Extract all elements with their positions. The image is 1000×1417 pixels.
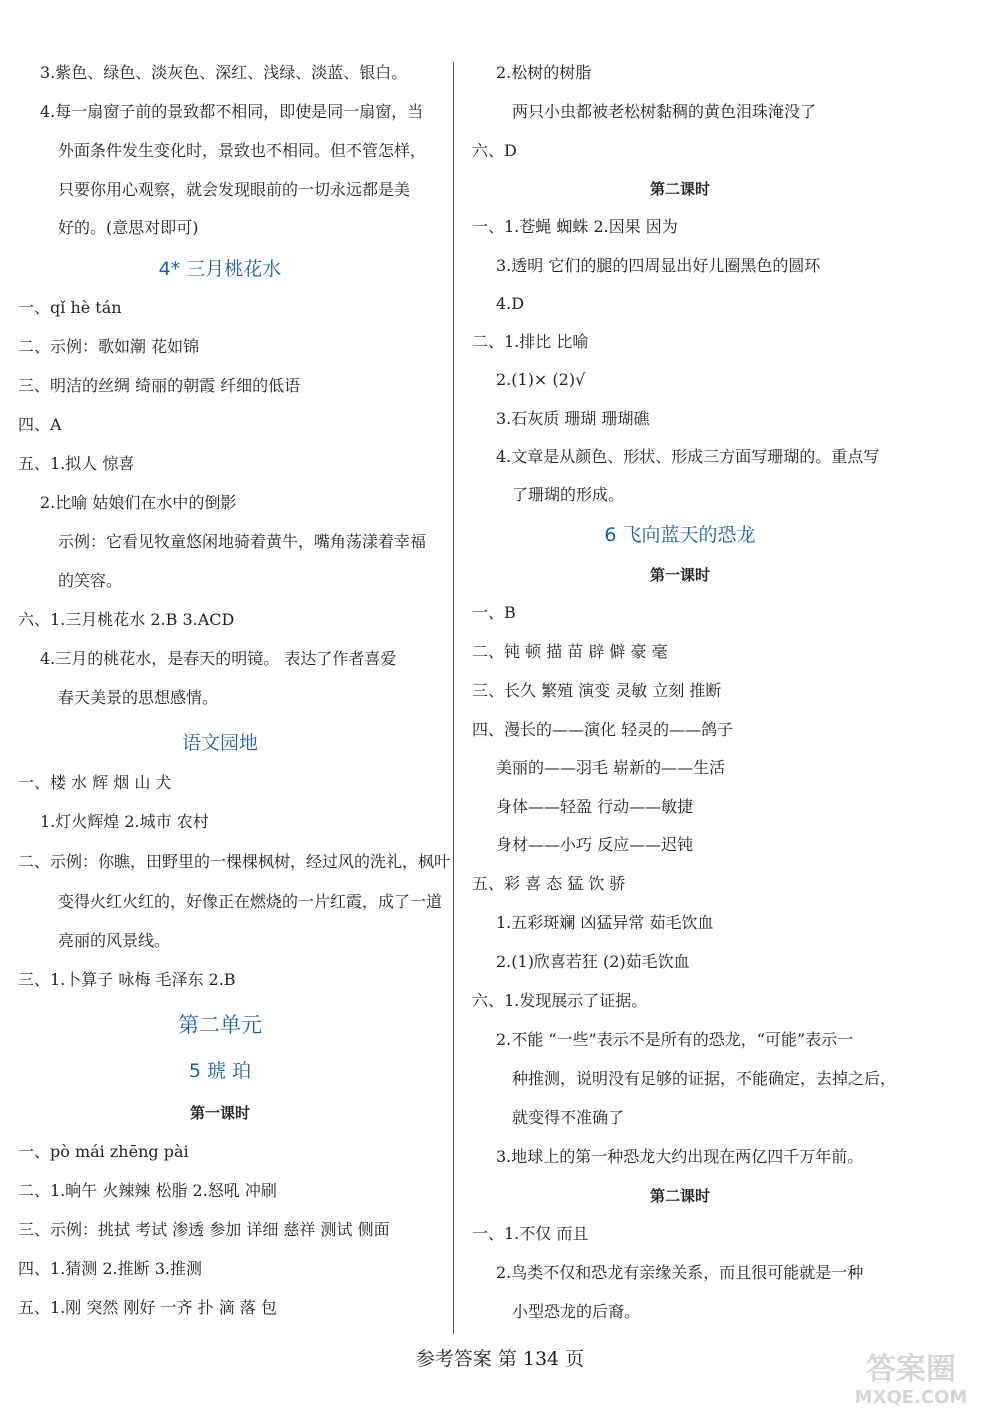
answer-line: 春天美景的思想感情。 bbox=[58, 688, 219, 707]
answer-line: 2.比喻 姑娘们在水中的倒影 bbox=[40, 493, 237, 512]
answer-line: 一、1.苍蝇 蜘蛛 2.因果 因为 bbox=[472, 217, 678, 236]
answer-line: 3.石灰质 珊瑚 珊瑚礁 bbox=[496, 409, 650, 428]
answer-line: 一、B bbox=[472, 603, 516, 622]
answer-line: 身体——轻盈 行动——敏捷 bbox=[496, 797, 694, 816]
lesson-heading: 4* 三月桃花水 bbox=[158, 258, 282, 280]
period-subheading: 第一课时 bbox=[189, 1104, 250, 1122]
period-subheading: 第一课时 bbox=[649, 566, 710, 584]
answer-line: 4.每一扇窗子前的景致都不相同，即使是同一扇窗，当 bbox=[40, 102, 424, 121]
answer-line: 3.紫色、绿色、淡灰色、深红、浅绿、淡蓝、银白。 bbox=[40, 63, 408, 82]
answer-line: 四、A bbox=[18, 415, 62, 434]
answer-line: 三、明洁的丝绸 绮丽的朝霞 纤细的低语 bbox=[18, 376, 301, 395]
answer-line: 六、1.发现展示了证据。 bbox=[472, 991, 648, 1010]
watermark-domain: MXQE.COM bbox=[854, 1387, 968, 1408]
answer-line: 三、示例：挑拭 考试 渗透 参加 详细 慈祥 测试 侧面 bbox=[18, 1220, 390, 1239]
answer-line: 1.五彩斑斓 凶猛异常 茹毛饮血 bbox=[496, 913, 714, 932]
answer-line: 二、示例：你瞧，田野里的一棵棵枫树，经过风的洗礼，枫叶 bbox=[18, 852, 451, 871]
answer-line: 4.D bbox=[496, 294, 525, 313]
answer-line: 了珊瑚的形成。 bbox=[512, 485, 625, 504]
answer-line: 2.(1)× (2)√ bbox=[496, 370, 586, 389]
answer-line: 四、1.猜测 2.推断 3.推测 bbox=[18, 1259, 202, 1278]
answer-line: 六、1.三月桃花水 2.B 3.ACD bbox=[18, 610, 235, 629]
answer-line: 一、楼 水 辉 烟 山 犬 bbox=[18, 773, 172, 792]
lesson-heading: 5 琥 珀 bbox=[188, 1060, 252, 1082]
answer-line: 只要你用心观察，就会发现眼前的一切永远都是美 bbox=[58, 180, 411, 199]
answer-line: 小型恐龙的后裔。 bbox=[512, 1302, 641, 1321]
answer-line: 身材——小巧 反应——迟钝 bbox=[496, 835, 694, 854]
answer-line: 外面条件发生变化时，景致也不相同。但不管怎样， bbox=[58, 141, 427, 160]
answer-line: 好的。(意思对即可) bbox=[58, 218, 199, 237]
answer-line: 的笑容。 bbox=[58, 571, 123, 590]
answer-line: 2.松树的树脂 bbox=[496, 63, 592, 82]
answer-line: 五、彩 喜 态 猛 饮 骄 bbox=[472, 874, 626, 893]
section-heading: 语文园地 bbox=[181, 732, 258, 754]
answer-line: 3.地球上的第一种恐龙大约出现在两亿四千万年前。 bbox=[496, 1147, 864, 1166]
period-subheading: 第二课时 bbox=[649, 180, 710, 198]
site-watermark-logo bbox=[836, 1345, 986, 1409]
answer-line: 美丽的——羽毛 崭新的——生活 bbox=[496, 758, 726, 777]
answer-line: 二、1.排比 比喻 bbox=[472, 332, 589, 351]
answer-line: 一、qǐ hè tán bbox=[18, 298, 122, 317]
answer-line: 五、1.刚 突然 刚好 一齐 扑 滴 落 包 bbox=[18, 1298, 277, 1317]
answer-line: 2.鸟类不仅和恐龙有亲缘关系，而且很可能就是一种 bbox=[496, 1263, 864, 1282]
column-divider bbox=[453, 62, 454, 1334]
answer-line: 就变得不准确了 bbox=[512, 1108, 625, 1127]
answer-line: 2.不能 “一些”表示不是所有的恐龙，“可能”表示一 bbox=[496, 1030, 854, 1049]
lesson-heading: 6 飞向蓝天的恐龙 bbox=[604, 524, 756, 546]
answer-line: 六、D bbox=[472, 141, 517, 160]
answer-line: 4.三月的桃花水，是春天的明镜。 表达了作者喜爱 bbox=[40, 649, 397, 668]
answer-line: 三、长久 繁殖 演变 灵敏 立刻 推断 bbox=[472, 681, 722, 700]
answer-line: 种推测，说明没有足够的证据，不能确定，去掉之后， bbox=[512, 1069, 897, 1088]
answer-line: 4.文章是从颜色、形状、形成三方面写珊瑚的。重点写 bbox=[496, 447, 880, 466]
answer-line: 亮丽的风景线。 bbox=[58, 931, 171, 950]
unit-heading: 第二单元 bbox=[178, 1013, 262, 1037]
watermark-title: 答案圈 bbox=[866, 1352, 956, 1387]
answer-line: 一、pò mái zhēng pài bbox=[18, 1142, 189, 1161]
answer-line: 2.(1)欣喜若狂 (2)茹毛饮血 bbox=[496, 952, 690, 971]
page-footer: 参考答案 第 134 页 bbox=[415, 1348, 585, 1370]
answer-line: 二、示例：歌如潮 花如锦 bbox=[18, 337, 200, 356]
answer-line: 三、1.卜算子 咏梅 毛泽东 2.B bbox=[18, 970, 236, 989]
answer-line: 二、钝 顿 描 苗 辟 僻 豪 毫 bbox=[472, 642, 668, 661]
answer-line: 二、1.晌午 火辣辣 松脂 2.怒吼 冲刷 bbox=[18, 1181, 277, 1200]
answer-line: 一、1.不仅 而且 bbox=[472, 1224, 589, 1243]
answer-line: 四、漫长的——演化 轻灵的——鸽子 bbox=[472, 720, 734, 739]
answer-line: 两只小虫都被老松树黏稠的黄色泪珠淹没了 bbox=[512, 102, 817, 121]
answer-line: 示例：它看见牧童悠闲地骑着黄牛，嘴角荡漾着幸福 bbox=[58, 532, 427, 551]
answer-line: 五、1.拟人 惊喜 bbox=[18, 454, 135, 473]
period-subheading: 第二课时 bbox=[649, 1187, 710, 1205]
answer-line: 1.灯火辉煌 2.城市 农村 bbox=[40, 812, 209, 831]
answer-line: 变得火红火红的，好像正在燃烧的一片红霞，成了一道 bbox=[58, 892, 443, 911]
answer-line: 3.透明 它们的腿的四周显出好儿圈黑色的圆环 bbox=[496, 256, 821, 275]
